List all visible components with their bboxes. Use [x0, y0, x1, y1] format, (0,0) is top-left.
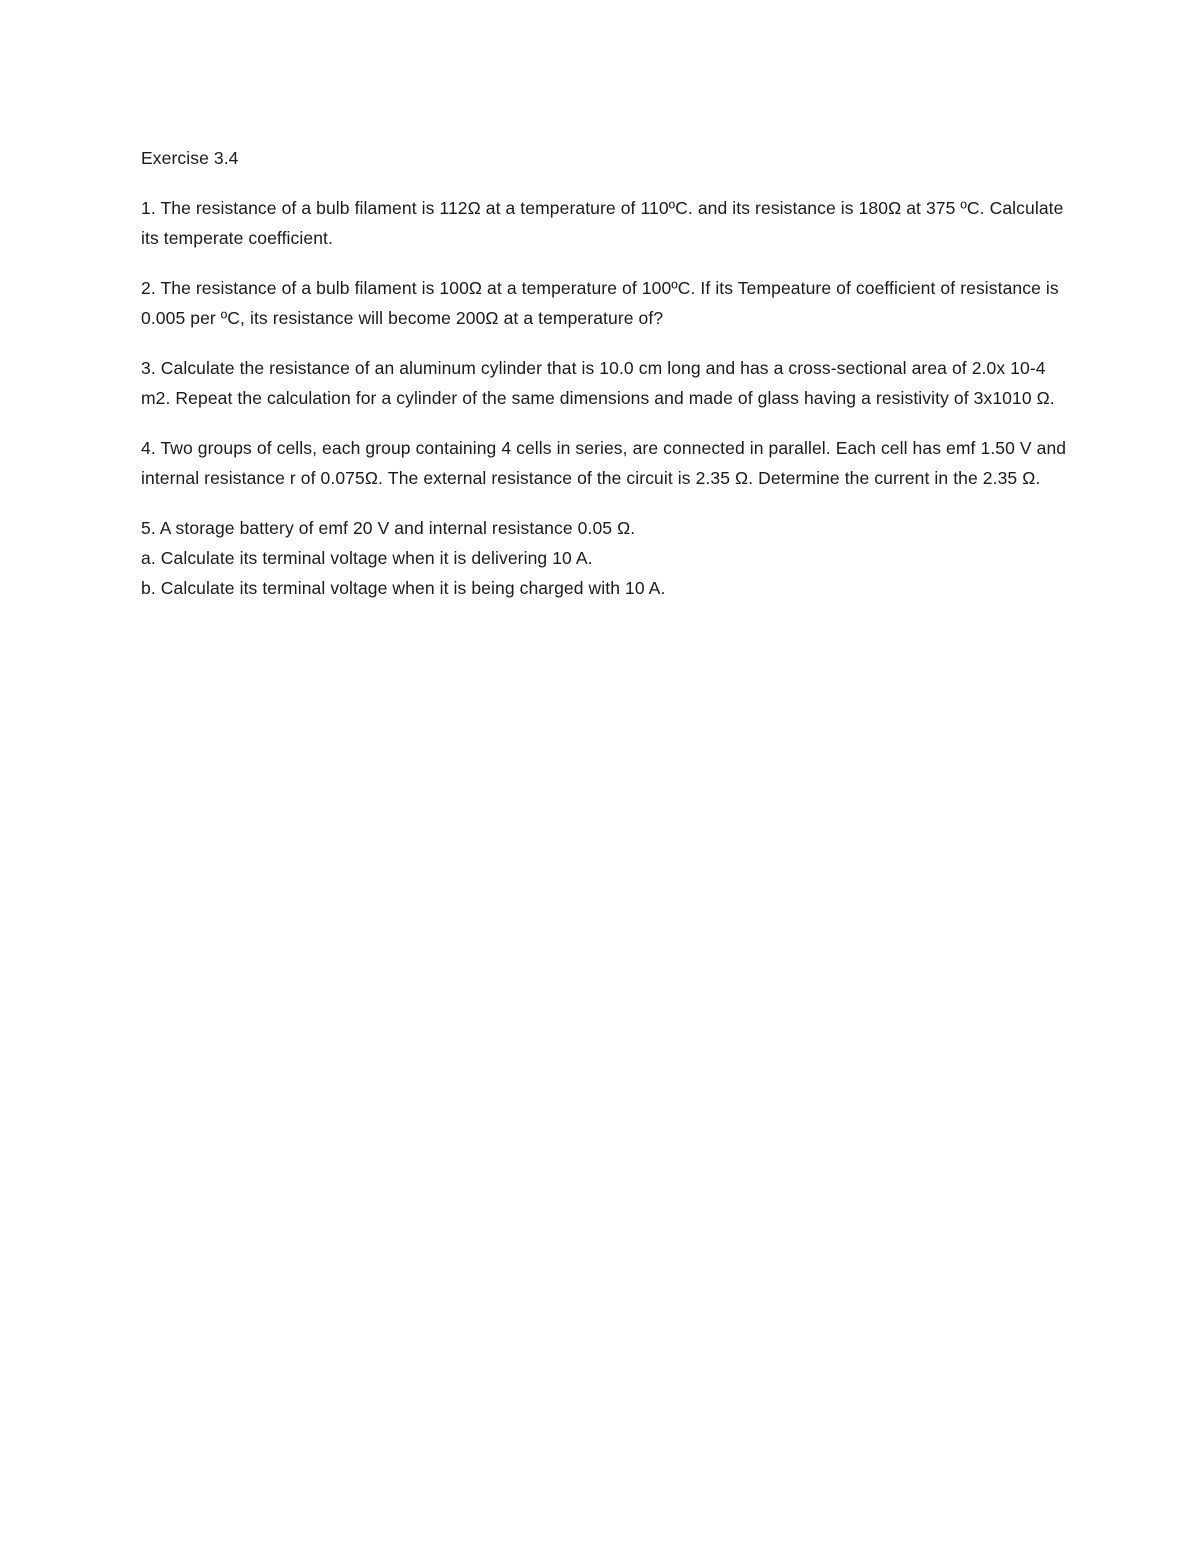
question-5-part-a: a. Calculate its terminal voltage when it is delivering 10 A.: [141, 548, 593, 568]
question-5-part-b: b. Calculate its terminal voltage when it is being charged with 10 A.: [141, 578, 666, 598]
question-1: 1. The resistance of a bulb filament is 112Ω at a temperature of 110ºC. and its resistance is 180Ω at 375 ºC. Calculate its temperate coefficient.: [141, 198, 1064, 248]
question-2: 2. The resistance of a bulb filament is 100Ω at a temperature of 100ºC. If its Tempeature of coefficient of resistance is 0.005 per ºC, its resistance will become 200Ω at a temperature of?: [141, 278, 1059, 328]
question-5: 5. A storage battery of emf 20 V and internal resistance 0.05 Ω.: [141, 518, 636, 538]
exercise-title: Exercise 3.4: [141, 148, 239, 168]
document-body: [141, 143, 1071, 603]
question-3: 3. Calculate the resistance of an aluminum cylinder that is 10.0 cm long and has a cross-sectional area of 2.0x 10-4 m2. Repeat the calculation for a cylinder of the same dimensions and made of glass having a resistivity of 3x1010 Ω.: [141, 358, 1055, 408]
question-4: 4. Two groups of cells, each group containing 4 cells in series, are connected in parallel. Each cell has emf 1.50 V and internal resistance r of 0.075Ω. The external resistance of the circuit is 2.35 Ω. Determine the current in the 2.35 Ω.: [141, 438, 1067, 488]
